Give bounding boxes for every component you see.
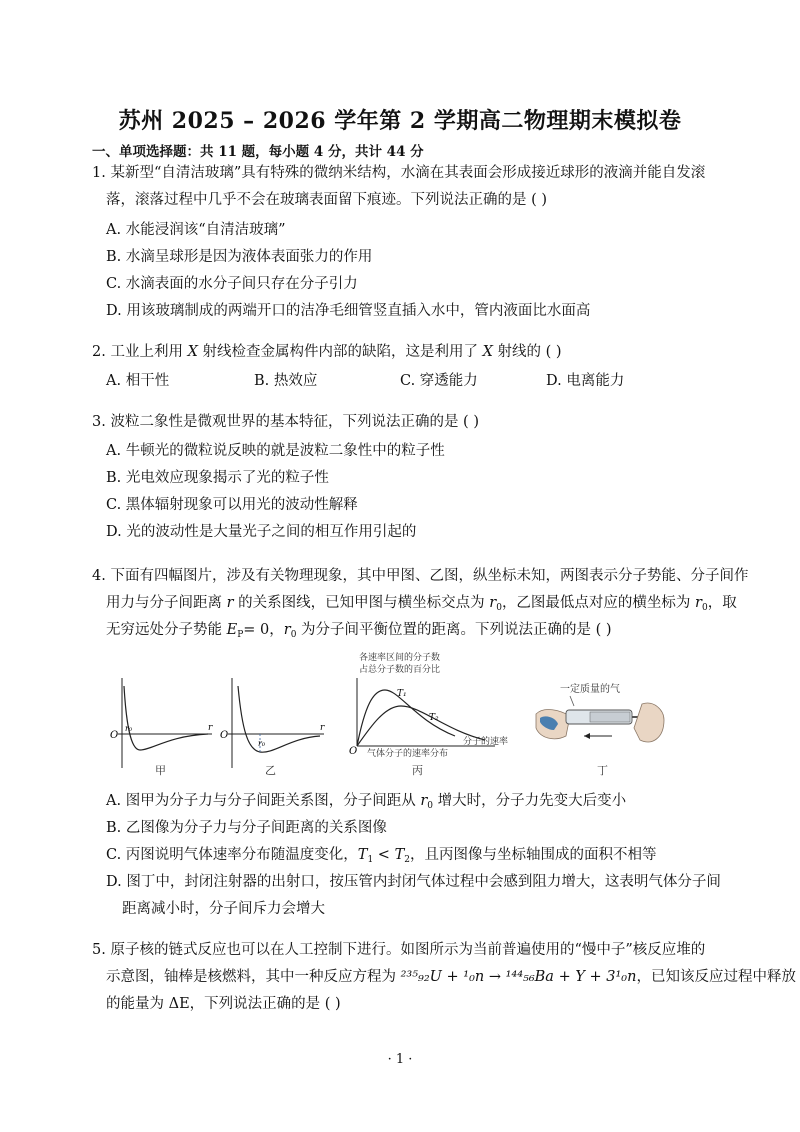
yi-r0: r₀ — [258, 739, 266, 748]
section-heading: 一、单项选择题：共 11 题，每小题 4 分，共计 44 分 — [92, 144, 424, 160]
q4-l3-b: = 0， — [243, 622, 284, 638]
q2-option-c[interactable]: C. 穿透能力 — [400, 373, 478, 389]
q4-c-t2-sub: 2 — [404, 855, 410, 865]
q2-option-d[interactable]: D. 电离能力 — [546, 373, 625, 389]
q2-stem-mid: 射线检查金属构件内部的缺陷，这是利用了 — [197, 344, 483, 360]
q4-l3-r0: r — [283, 622, 291, 638]
figure-ding — [530, 680, 670, 760]
q3-stem: 3. 波粒二象性是微观世界的基本特征，下列说法正确的是 ( ) — [92, 414, 479, 430]
q3-option-b[interactable]: B. 光电效应现象揭示了光的粒子性 — [106, 470, 329, 486]
q4-l3-r0-sub: 0 — [290, 630, 297, 640]
q5-stem-line3: 的能量为 ΔE，下列说法正确的是 ( ) — [106, 996, 341, 1012]
q4-l3-ep: E — [226, 622, 238, 638]
q1-option-d[interactable]: D. 用该玻璃制成的两端开口的洁净毛细管竖直插入水中，管内液面比水面高 — [106, 303, 591, 319]
q4-l2-b: 的关系图线，已知甲图与横坐标交点为 — [233, 595, 490, 611]
ding-label: 一定质量的气 — [560, 684, 620, 695]
q4-l2-a: 用力与分子间距离 — [106, 595, 227, 611]
caption-ding: 丁 — [597, 764, 608, 777]
bing-caption: 气体分子的速率分布 — [367, 749, 449, 759]
q4-option-d-cont: 距离减小时，分子间斥力会增大 — [122, 901, 325, 917]
figure-jia — [108, 650, 216, 774]
q2-stem — [92, 342, 562, 362]
q1-stem-line1: 1. 某新型“自清洁玻璃”具有特殊的微纳米结构，水滴在其表面会形成接近球形的液滴并能自发滚 — [92, 165, 706, 181]
q2-x1: X — [187, 344, 198, 360]
q4-l2-r0-b-sub: 0 — [701, 603, 708, 613]
bing-ylabel-1: 各速率区间的分子数 — [359, 653, 441, 663]
q4-l3-ep-sub: P — [237, 630, 244, 640]
q2-option-b[interactable]: B. 热效应 — [254, 373, 318, 389]
q4-c-1: C. 丙图说明气体速率分布随温度变化， — [106, 847, 358, 863]
jia-r0: r₀ — [125, 724, 133, 733]
figure-yi — [220, 650, 328, 774]
q4-option-a[interactable] — [106, 791, 626, 816]
q4-l3-c: 为分子间平衡位置的距离。下列说法正确的是 ( ) — [296, 622, 612, 638]
q4-option-d[interactable]: D. 图丁中，封闭注射器的出射口，按压管内封闭气体过程中会感到阻力增大，这表明气体分子间 — [106, 874, 721, 890]
q5-stem-line1: 5. 原子核的链式反应也可以在人工控制下进行。如图所示为当前普遍使用的“慢中子”核反应堆的 — [92, 942, 706, 958]
page-number: · 1 · — [387, 1052, 413, 1067]
caption-jia: 甲 — [155, 764, 166, 777]
q4-c-t1: T — [357, 847, 368, 863]
q3-option-a[interactable]: A. 牛顿光的微粒说反映的就是波粒二象性中的粒子性 — [106, 443, 445, 459]
q2-x2: X — [482, 344, 493, 360]
q4-l3-a: 无穷远处分子势能 — [106, 622, 227, 638]
jia-r-axis: r — [208, 723, 213, 733]
q4-l2-c: ，乙图最低点对应的横坐标为 — [501, 595, 696, 611]
q3-option-d[interactable]: D. 光的波动性是大量光子之间的相互作用引起的 — [106, 524, 417, 540]
q5-l2-a: 示意图，铀棒是核燃料，其中一种反应方程为 — [106, 969, 401, 985]
q2-stem-pre: 2. 工业上利用 — [92, 344, 188, 360]
yi-origin: O — [220, 730, 229, 741]
q4-c-t1-sub: 1 — [367, 855, 374, 865]
q4-stem-line1: 4. 下面有四幅图片，涉及有关物理现象，其中甲图、乙图，纵坐标未知，两图表示分子势能、分子间作 — [92, 568, 749, 584]
yi-r-axis: r — [320, 723, 325, 733]
q4-stem-line2 — [106, 593, 737, 618]
q4-l2-r0-a: r — [489, 595, 497, 611]
q2-stem-post: 射线的 ( ) — [492, 344, 562, 360]
q4-l2-r0-b: r — [695, 595, 702, 611]
caption-yi: 乙 — [265, 764, 276, 777]
bing-origin: O — [349, 746, 358, 757]
q1-option-a[interactable]: A. 水能浸润该“自清洁玻璃” — [106, 222, 286, 238]
bing-xlabel: 分子的速率 — [463, 737, 509, 747]
jia-origin: O — [110, 730, 119, 741]
q4-option-c[interactable] — [106, 845, 656, 870]
q2-option-a[interactable]: A. 相干性 — [106, 373, 170, 389]
q5-stem-line2 — [106, 967, 796, 987]
q4-stem-line3 — [106, 620, 612, 645]
q4-a-r0-sub: 0 — [427, 801, 433, 811]
bing-t1: T₁ — [397, 689, 407, 699]
q4-option-b[interactable]: B. 乙图像为分子力与分子间距离的关系图像 — [106, 820, 387, 836]
q3-option-c[interactable]: C. 黑体辐射现象可以用光的波动性解释 — [106, 497, 358, 513]
q4-c-lt: < — [373, 847, 395, 863]
page-title: 苏州 2025 – 2026 学年第 2 学期高二物理期末模拟卷 — [118, 108, 682, 134]
q4-c-t2: T — [394, 847, 405, 863]
q4-c-2: ，且丙图像与坐标轴围成的面积不相等 — [409, 847, 657, 863]
q4-l2-r0-a-sub: 0 — [496, 603, 502, 613]
bing-ylabel-2: 占总分子数的百分比 — [359, 665, 441, 675]
bing-t2: T₂ — [429, 713, 439, 723]
q5-l2-b: ，已知该反应过程中释放 — [636, 969, 796, 985]
q1-option-c[interactable]: C. 水滴表面的水分子间只存在分子引力 — [106, 276, 358, 292]
q4-a-1: A. 图甲为分子力与分子间距关系图，分子间距从 — [106, 793, 421, 809]
q1-option-b[interactable]: B. 水滴呈球形是因为液体表面张力的作用 — [106, 249, 373, 265]
figure-bing — [345, 646, 515, 766]
caption-bing: 丙 — [412, 764, 423, 777]
q1-stem-line2: 落，滚落过程中几乎不会在玻璃表面留下痕迹。下列说法正确的是 ( ) — [106, 192, 548, 208]
q4-a-2: 增大时，分子力先变大后变小 — [432, 793, 627, 809]
q5-equation: ²³⁵₉₂U + ¹₀n → ¹⁴⁴₅₆Ba + Y + 3¹₀n — [400, 969, 637, 985]
q4-a-r0: r — [420, 793, 428, 809]
q4-l2-d: ，取 — [707, 595, 737, 611]
q4-l2-r: r — [226, 595, 234, 611]
